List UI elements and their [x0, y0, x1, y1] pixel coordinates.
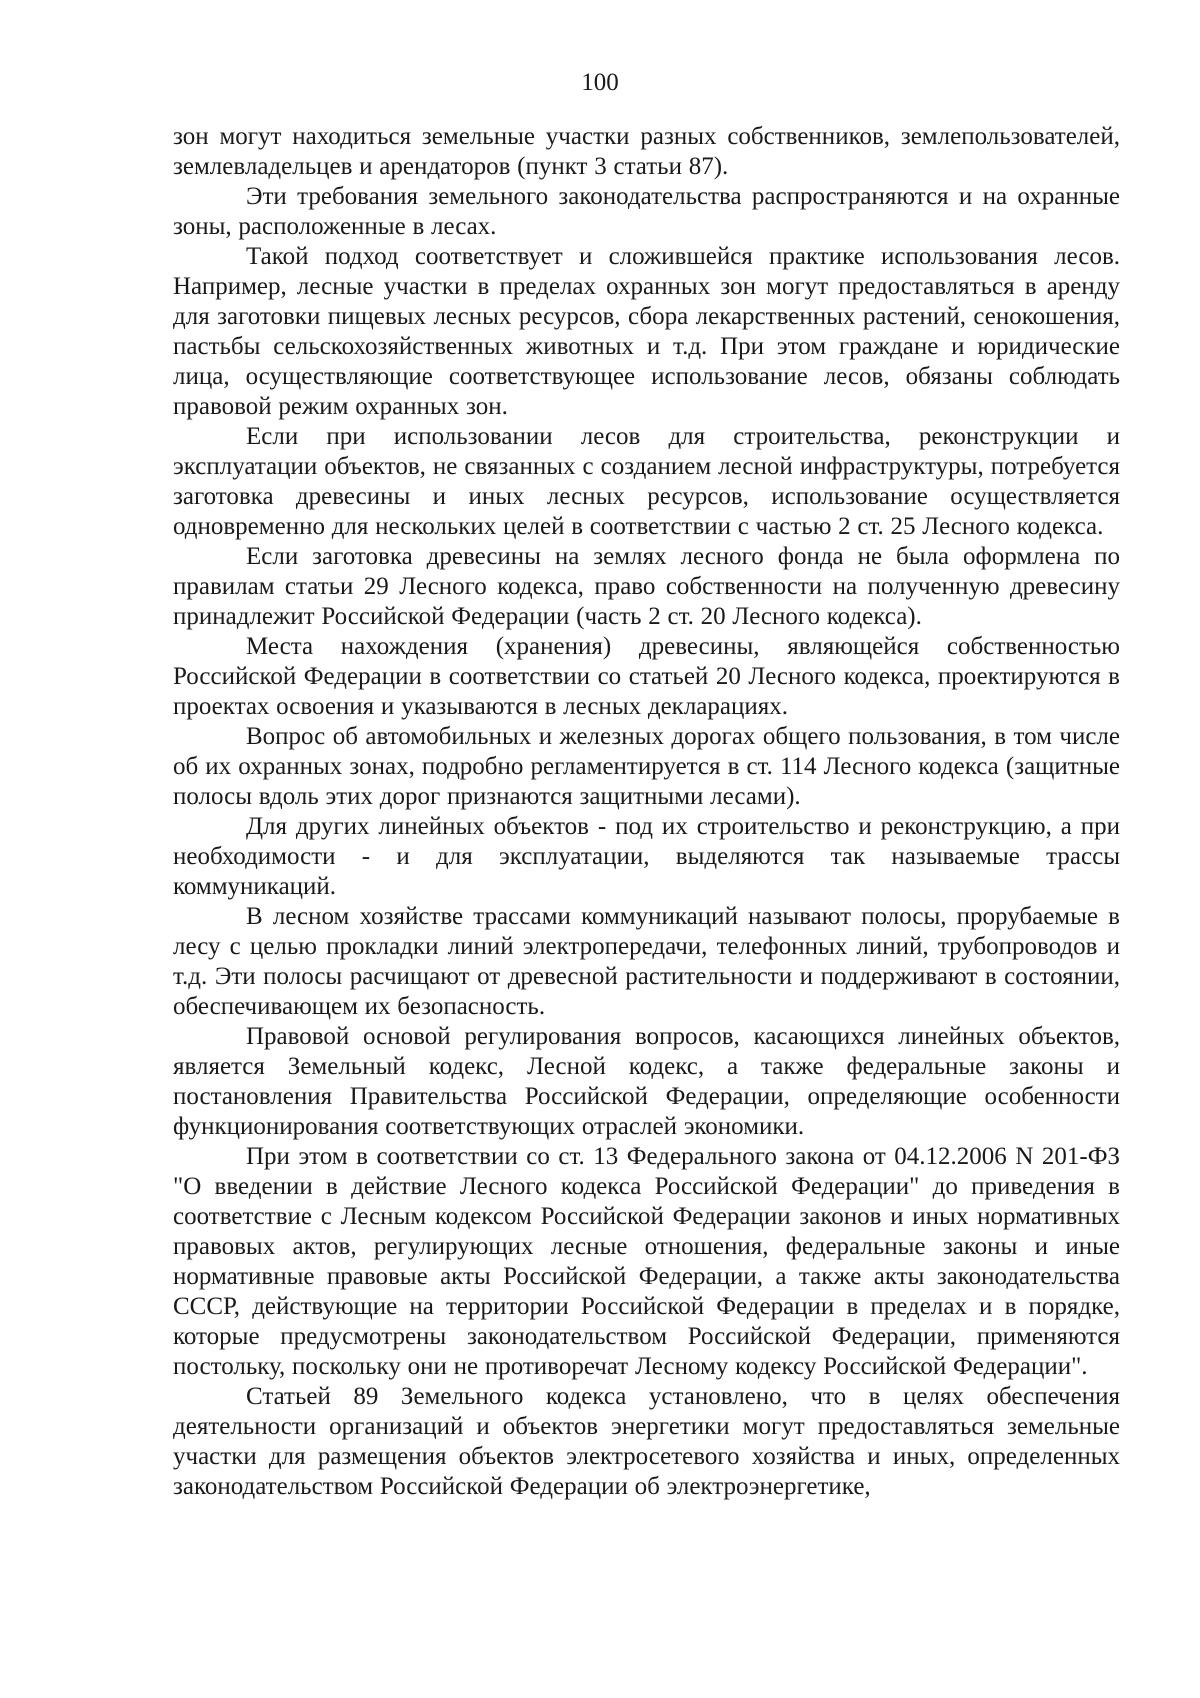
paragraph-1: зон могут находиться земельные участки разных собственников, землепользователей, землевладельцев и арендаторов (пункт 3 статьи 87).: [173, 123, 1120, 180]
paragraph-4: Если при использовании лесов для строительства, реконструкции и эксплуатации объектов, не связанных с созданием лесной инфраструктуры, потребуется заготовка древесины и иных лесных ресурсов, использование осуществляется одновременно для нескольких целей в соответствии с частью 2 ст. 25 Лесного кодекса.: [173, 423, 1120, 540]
paragraph-12: Статьей 89 Земельного кодекса установлено, что в целях обеспечения деятельности организаций и объектов энергетики могут предоставляться земельные участки для размещения объектов электросетевого хозяйства и иных, определенных законодательством Российской Федерации об электроэнергетике,: [173, 1383, 1120, 1500]
paragraph-9: В лесном хозяйстве трассами коммуникаций называют полосы, прорубаемые в лесу с целью прокладки линий электропередачи, телефонных линий, трубопроводов и т.д. Эти полосы расчищают от древесной растительности и поддерживают в состоянии, обеспечивающем их безопасность.: [173, 903, 1120, 1020]
page-number: 100: [581, 69, 619, 96]
paragraph-7: Вопрос об автомобильных и железных дорогах общего пользования, в том числе об их охранных зонах, подробно регламентируется в ст. 114 Лесного кодекса (защитные полосы вдоль этих дорог признаются защитными лесами).: [173, 723, 1120, 810]
paragraph-6: Места нахождения (хранения) древесины, являющейся собственностью Российской Федерации в соответствии со статьей 20 Лесного кодекса, проектируются в проектах освоения и указываются в лесных декларациях.: [173, 633, 1120, 720]
paragraph-2: Эти требования земельного законодательства распространяются и на охранные зоны, расположенные в лесах.: [173, 183, 1120, 240]
paragraph-10: Правовой основой регулирования вопросов, касающихся линейных объектов, является Земельный кодекс, Лесной кодекс, а также федеральные законы и постановления Правительства Российской Федерации, определяющие особенности функционирования соответствующих отраслей экономики.: [173, 1023, 1120, 1140]
paragraph-3: Такой подход соответствует и сложившейся практике использования лесов. Например, лесные участки в пределах охранных зон могут предоставляться в аренду для заготовки пищевых лесных ресурсов, сбора лекарственных растений, сенокошения, пастьбы сельскохозяйственных животных и т.д. При этом граждане и юридические лица, осуществляющие соответствующее использование лесов, обязаны соблюдать правовой режим охранных зон.: [173, 243, 1120, 420]
paragraph-8: Для других линейных объектов - под их строительство и реконструкцию, а при необходимости - и для эксплуатации, выделяются так называемые трассы коммуникаций.: [173, 813, 1120, 900]
body-text: [173, 122, 1120, 1502]
paragraph-11: При этом в соответствии со ст. 13 Федерального закона от 04.12.2006 N 201-ФЗ "О введении в действие Лесного кодекса Российской Федерации" до приведения в соответствие с Лесным кодексом Российской Федерации законов и иных нормативных правовых актов, регулирующих лесные отношения, федеральные законы и иные нормативные правовые акты Российской Федерации, а также акты законодательства СССР, действующие на территории Российской Федерации в пределах и в порядке, которые предусмотрены законодательством Российской Федерации, применяются постольку, поскольку они не противоречат Лесному кодексу Российской Федерации".: [173, 1143, 1120, 1380]
paragraph-5: Если заготовка древесины на землях лесного фонда не была оформлена по правилам статьи 29 Лесного кодекса, право собственности на полученную древесину принадлежит Российской Федерации (часть 2 ст. 20 Лесного кодекса).: [173, 543, 1120, 630]
